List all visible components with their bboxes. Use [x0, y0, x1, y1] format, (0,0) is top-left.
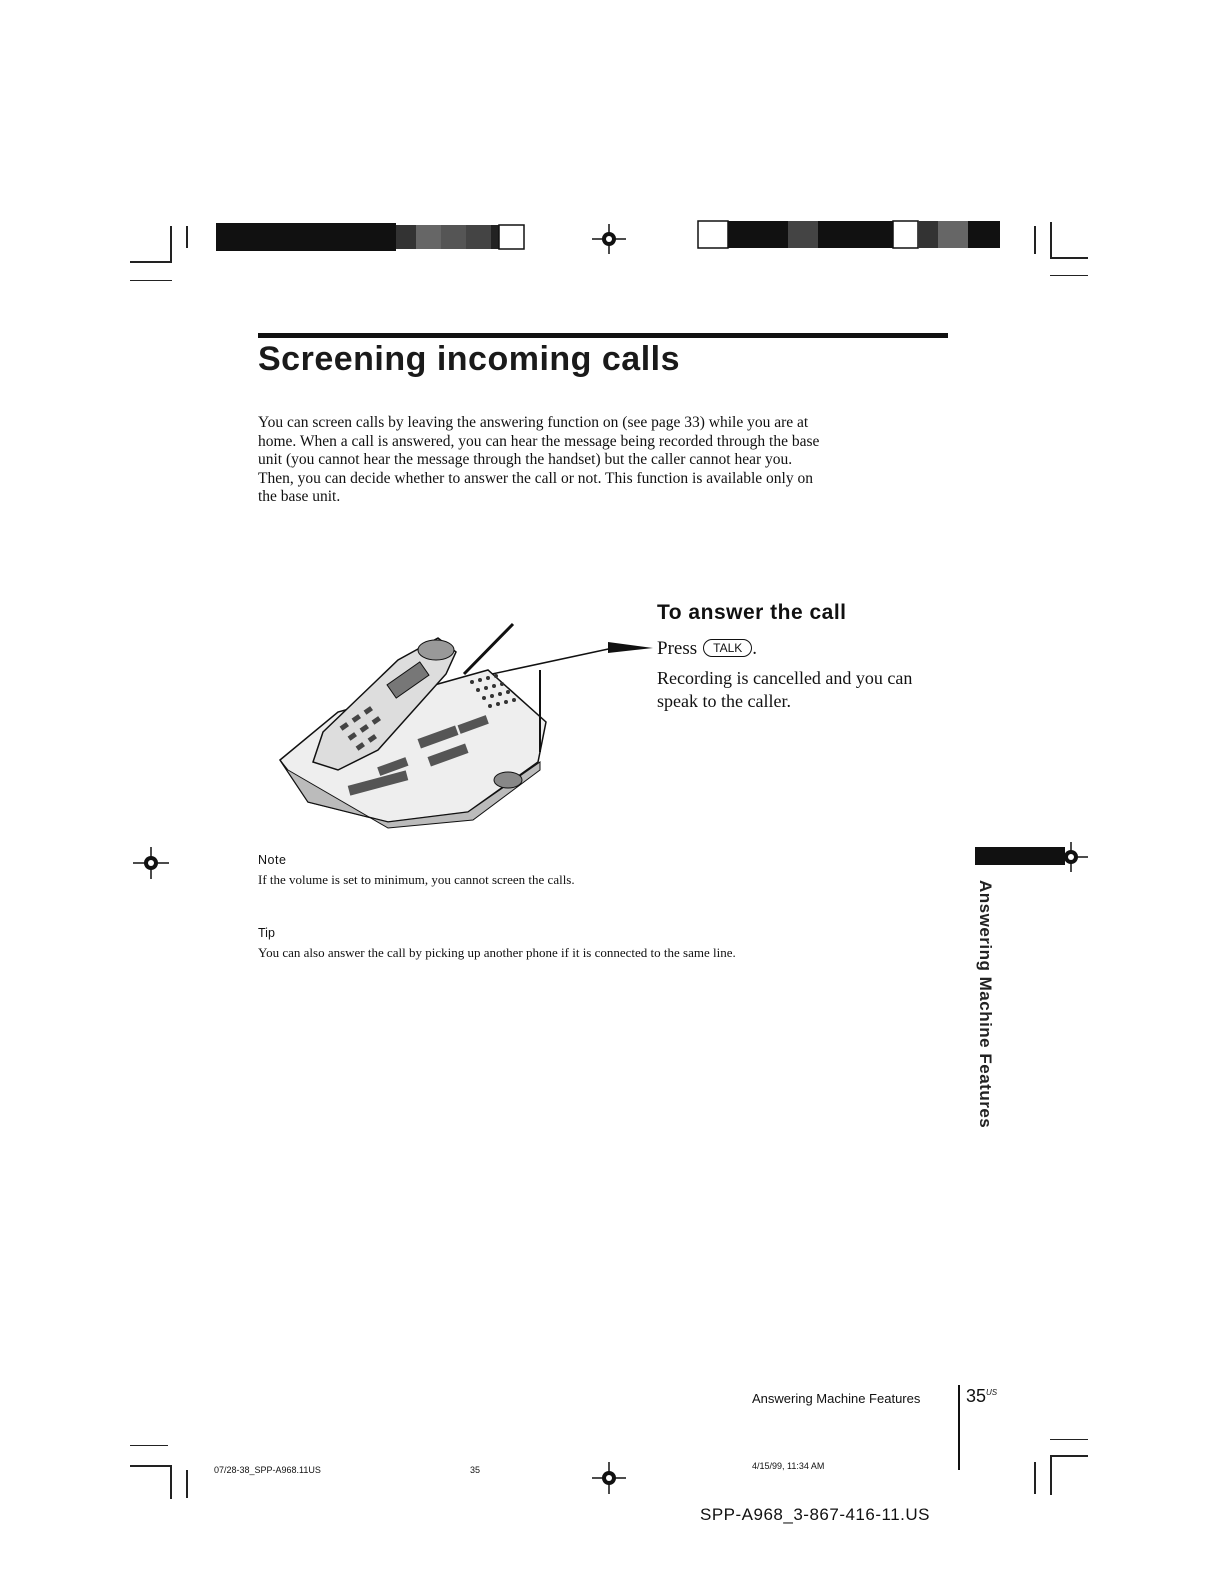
registration-target-icon — [592, 224, 626, 254]
talk-key-icon: TALK — [703, 639, 752, 657]
crop-mark-bottom-right-v2 — [1034, 1462, 1036, 1494]
crop-mark-top-left-h — [130, 261, 172, 263]
intro-paragraph: You can screen calls by leaving the answering function on (see page 33) while you are at home. When a call is answered, you can hear the message being recorded through the base unit (you cannot hear the message through the handset) but the caller cannot hear you. Then, you can decide whether to answer the call or not. This function is available only on the base unit. — [258, 414, 820, 505]
crop-mark-bottom-left-v — [170, 1465, 172, 1499]
print-slug-date: 4/15/99, 11:34 AM — [752, 1461, 825, 1471]
answer-heading: To answer the call — [657, 601, 847, 624]
document-code: SPP-A968_3-867-416-11.US — [700, 1505, 930, 1524]
note-label: Note — [258, 853, 287, 867]
side-tab-label: Answering Machine Features — [976, 880, 995, 1129]
color-bar-left — [216, 223, 526, 251]
registration-target-icon — [592, 1462, 626, 1494]
crop-mark-bottom-right-h — [1050, 1439, 1088, 1440]
footer-section-name: Answering Machine Features — [752, 1391, 921, 1406]
press-instruction — [657, 638, 757, 660]
crop-mark-bottom-left-h — [130, 1445, 168, 1446]
page-title: Screening incoming calls — [258, 340, 681, 378]
page-number — [966, 1386, 997, 1407]
crop-mark-top-right-h — [1050, 257, 1088, 259]
press-label: Press — [657, 638, 698, 659]
crop-mark-bottom-right-v — [1050, 1455, 1052, 1495]
footer-divider — [958, 1385, 960, 1470]
crop-mark-top-right-h2 — [1050, 275, 1088, 276]
crop-mark-top-right-v — [1050, 222, 1052, 258]
crop-mark-bottom-left-h2 — [130, 1465, 172, 1467]
crop-mark-top-left-h2 — [130, 280, 172, 281]
tip-text: You can also answer the call by picking up another phone if it is connected to the same line. — [258, 945, 736, 960]
title-rule — [258, 333, 948, 338]
registration-target-icon — [133, 847, 169, 879]
page-number-value: 35 — [966, 1386, 987, 1406]
crop-mark-bottom-left-v2 — [186, 1470, 188, 1498]
crop-mark-top-left-v2 — [186, 226, 188, 248]
tip-label: Tip — [258, 926, 275, 940]
note-text: If the volume is set to minimum, you cannot screen the calls. — [258, 872, 575, 887]
crop-mark-bottom-right-h2 — [1050, 1455, 1088, 1457]
side-tab-marker — [975, 847, 1065, 865]
crop-mark-top-right-v2 — [1034, 226, 1036, 254]
cordless-phone-base-icon — [268, 612, 663, 830]
page-number-suffix: US — [986, 1388, 998, 1397]
press-end: . — [752, 638, 757, 659]
answer-result: Recording is cancelled and you can speak to the caller. — [657, 668, 913, 711]
print-slug-file: 07/28-38_SPP-A968.11US — [214, 1465, 321, 1475]
color-bar-right — [697, 220, 1002, 250]
print-slug-page: 35 — [470, 1465, 481, 1475]
crop-mark-top-left-v — [170, 226, 172, 262]
